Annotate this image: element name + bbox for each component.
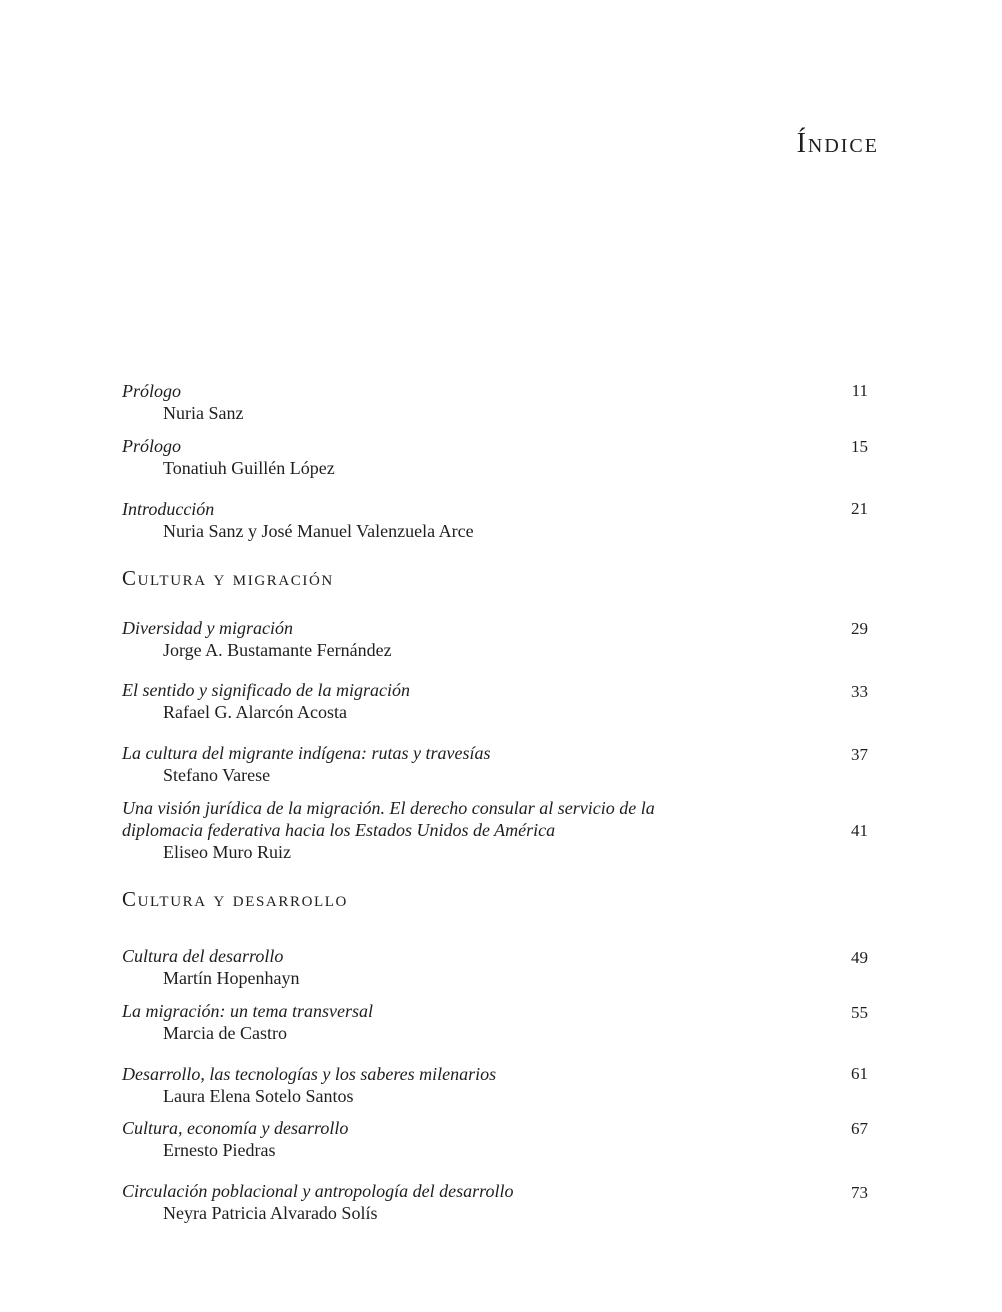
- entry-title: Prólogo: [122, 436, 182, 456]
- toc-entry[interactable]: [122, 797, 868, 863]
- entry-title: Cultura del desarrollo: [122, 946, 284, 966]
- entry-author: Nuria Sanz: [163, 403, 244, 423]
- toc-entry[interactable]: [122, 1117, 868, 1161]
- entry-author: Nuria Sanz y José Manuel Valenzuela Arce: [163, 521, 474, 541]
- entry-author: Jorge A. Bustamante Fernández: [163, 640, 392, 660]
- entry-author: Tonatiuh Guillén López: [163, 458, 335, 478]
- entry-author: Laura Elena Sotelo Santos: [163, 1086, 354, 1106]
- entry-title: Diversidad y migración: [122, 618, 293, 638]
- entry-page-number: 15: [851, 437, 868, 456]
- entry-title: Desarrollo, las tecnologías y los saberes milenarios: [122, 1064, 497, 1084]
- entry-author: Rafael G. Alarcón Acosta: [163, 702, 347, 722]
- entry-author: Stefano Varese: [163, 765, 271, 785]
- entry-page-number: 61: [851, 1064, 868, 1083]
- entry-author: Ernesto Piedras: [163, 1140, 276, 1160]
- toc-entry[interactable]: [122, 617, 868, 661]
- entry-page-number: 37: [851, 745, 868, 764]
- entry-author: Marcia de Castro: [163, 1023, 287, 1043]
- entry-title: Prólogo: [122, 381, 182, 401]
- entry-title: Circulación poblacional y antropología del desarrollo: [122, 1181, 514, 1201]
- entry-page-number: 33: [851, 682, 868, 701]
- toc-entry[interactable]: [122, 1000, 868, 1044]
- entry-title: La cultura del migrante indígena: rutas y travesías: [122, 743, 491, 763]
- toc-entry[interactable]: [122, 498, 868, 542]
- entry-title: Cultura, economía y desarrollo: [122, 1118, 349, 1138]
- entry-page-number: 29: [851, 619, 868, 638]
- entry-page-number: 67: [851, 1119, 868, 1138]
- entry-title: Introducción: [122, 499, 215, 519]
- toc-entry[interactable]: [122, 435, 868, 479]
- section-heading-cultura-y-desarrollo: Cultura y desarrollo: [122, 887, 348, 911]
- page-title: Índice: [796, 128, 879, 159]
- toc-entry[interactable]: [122, 380, 868, 424]
- entry-page-number: 21: [851, 499, 868, 518]
- entry-title: El sentido y significado de la migración: [122, 680, 410, 700]
- section-heading-cultura-y-migracion: Cultura y migración: [122, 566, 334, 590]
- toc-entry[interactable]: [122, 742, 868, 786]
- entry-author: Martín Hopenhayn: [163, 968, 300, 988]
- entry-author: Neyra Patricia Alvarado Solís: [163, 1203, 378, 1223]
- entry-page-number: 73: [851, 1183, 868, 1202]
- toc-entry[interactable]: [122, 945, 868, 989]
- entry-title: La migración: un tema transversal: [122, 1001, 373, 1021]
- toc-entry[interactable]: [122, 679, 868, 723]
- entry-page-number: 49: [851, 948, 868, 967]
- toc-entry[interactable]: [122, 1063, 868, 1107]
- entry-page-number: 55: [851, 1003, 868, 1022]
- toc-entry[interactable]: [122, 1180, 868, 1224]
- entry-page-number: 11: [851, 381, 868, 400]
- entry-title: Una visión jurídica de la migración. El derecho consular al servicio de la diplomacia federativa hacia los Estados Unidos de América: [122, 798, 655, 840]
- entry-author: Eliseo Muro Ruiz: [163, 842, 291, 862]
- entry-page-number: 41: [851, 821, 868, 840]
